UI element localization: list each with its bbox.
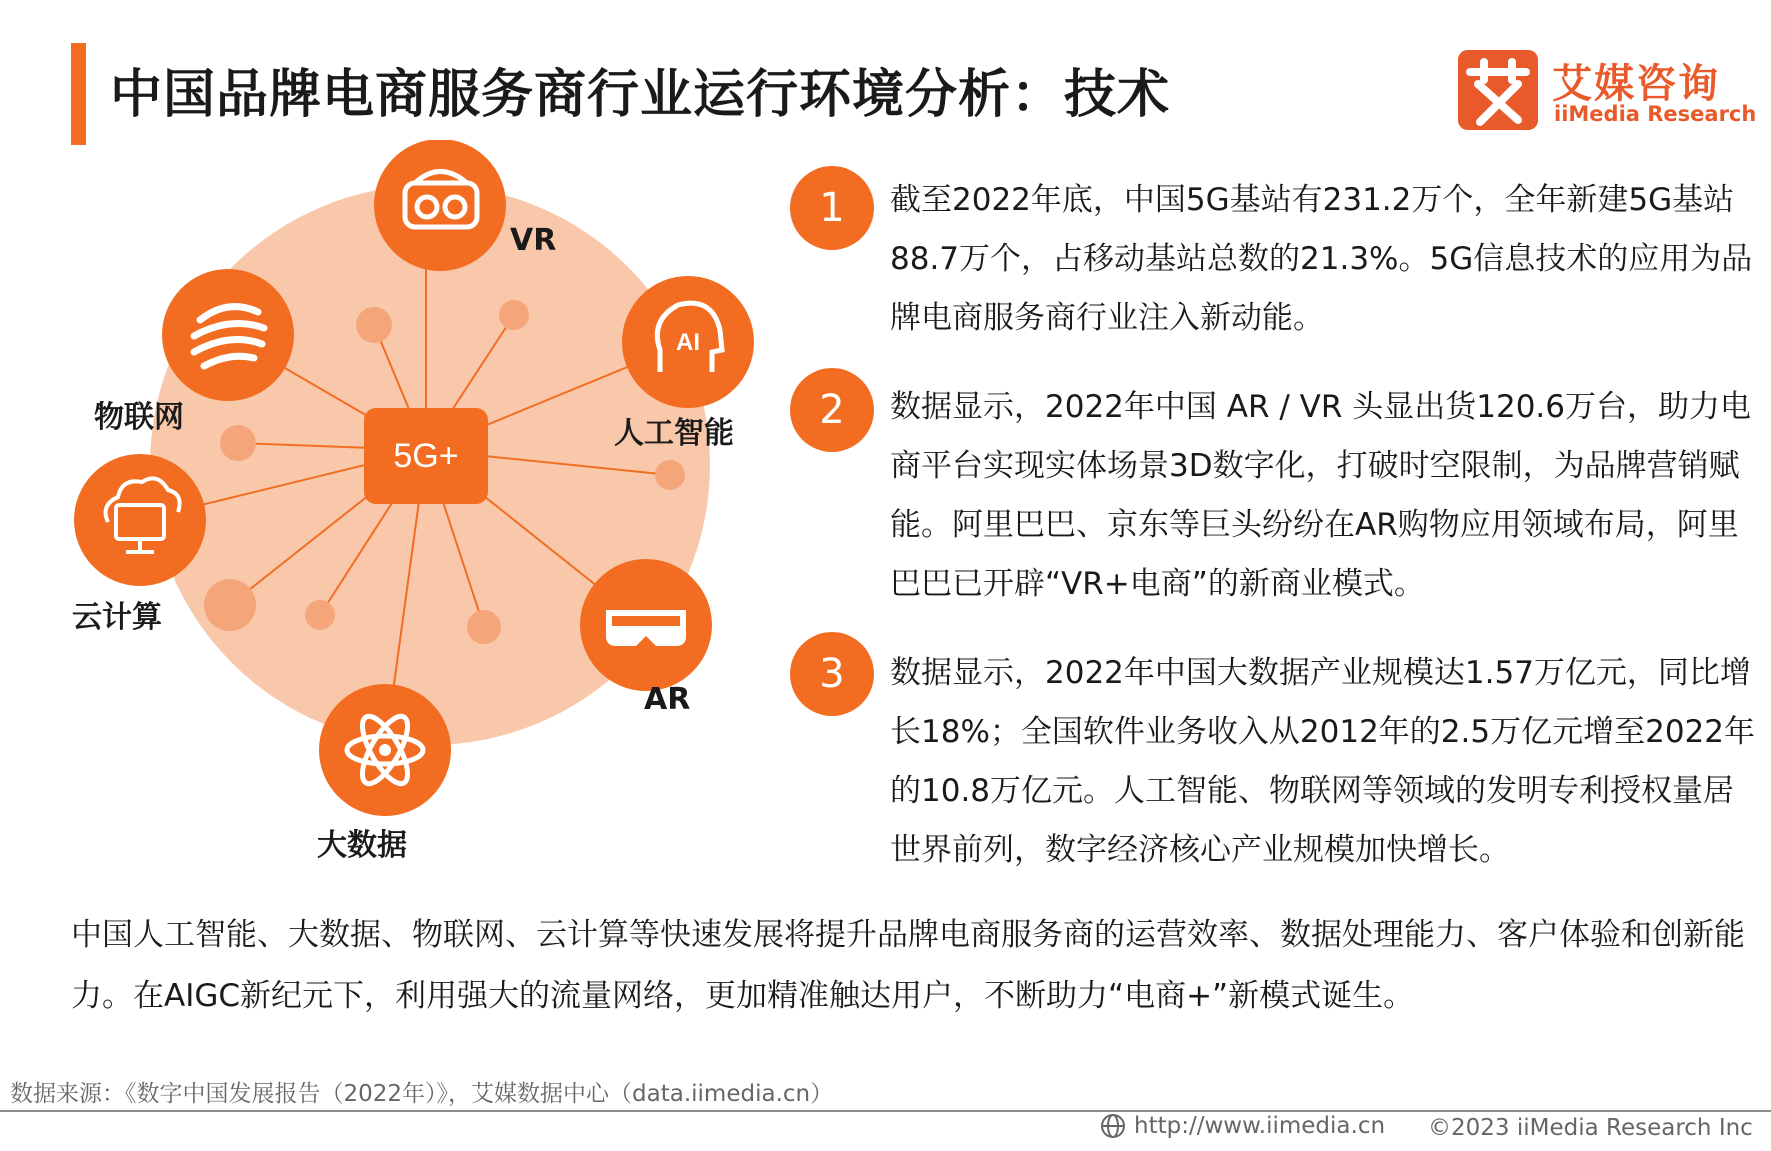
point-number-1: 1 <box>790 166 874 250</box>
connector-dot <box>356 307 392 343</box>
title-accent-bar <box>71 43 86 145</box>
footer-divider <box>0 1110 1771 1112</box>
node-label-vr: VR <box>510 223 557 258</box>
point-text-1: 截至2022年底，中国5G基站有231.2万个，全年新建5G基站88.7万个，占移动基站总数的21.3%。5G信息技术的应用为品牌电商服务商行业注入新动能。 <box>890 182 1753 336</box>
connector-dot <box>655 460 685 490</box>
node-label-cloud: 云计算 <box>72 600 162 635</box>
node-label-bigdata: 大数据 <box>317 828 407 863</box>
connector-dot <box>499 300 529 330</box>
point-text-3: 数据显示，2022年中国大数据产业规模达1.57万亿元，同比增长18%；全国软件业务收入从2012年的2.5万亿元增至2022年的10.8万亿元。人工智能、物联网等领域的发明专利授权量居世界前列，数字经济核心产业规模加快增长。 <box>890 655 1755 868</box>
connector-dot <box>467 610 501 644</box>
globe-icon <box>1100 1113 1126 1139</box>
svg-text:AI: AI <box>676 329 700 356</box>
data-source: 数据来源：《数字中国发展报告（2022年）》，艾媒数据中心（data.iimedia.cn） <box>10 1081 834 1107</box>
hub-label: 5G+ <box>393 436 459 475</box>
point-text-2: 数据显示，2022年中国 AR / VR 头显出货120.6万台，助力电商平台实现实体场景3D数字化，打破时空限制，为品牌营销赋能。阿里巴巴、京东等巨头纷纷在AR购物应用领域布局，阿里巴巴已开辟“VR+电商”的新商业模式。 <box>890 389 1751 602</box>
connector-dot <box>305 600 335 630</box>
node-label-ai: 人工智能 <box>614 416 734 451</box>
logo-mark-icon <box>1458 50 1538 130</box>
copyright: ©2023 iiMedia Research Inc <box>1428 1115 1753 1141</box>
point-number-2: 2 <box>790 368 874 452</box>
connector-dot <box>220 425 256 461</box>
ai-node <box>622 276 754 408</box>
connector-dot <box>204 579 256 631</box>
node-label-iot: 物联网 <box>94 400 184 435</box>
iot-node <box>162 269 294 401</box>
summary-paragraph: 中国人工智能、大数据、物联网、云计算等快速发展将提升品牌电商服务商的运营效率、数据处理能力、客户体验和创新能力。在AIGC新纪元下，利用强大的流量网络，更加精准触达用户，不断助力“电商+”新模式诞生。 <box>71 917 1745 1014</box>
point-number-3: 3 <box>790 632 874 716</box>
logo-chinese-name: 艾媒咨询 <box>1552 61 1720 107</box>
node-label-ar: AR <box>644 682 691 717</box>
cloud-node <box>74 454 206 586</box>
vr-node <box>374 140 506 271</box>
page-title: 中国品牌电商服务商行业运行环境分析：技术 <box>110 65 1171 125</box>
logo-english-name: iiMedia Research <box>1554 102 1757 126</box>
bigdata-node <box>319 684 451 816</box>
brand-logo <box>1458 50 1757 134</box>
footer-url[interactable] <box>1100 1113 1385 1139</box>
tech-network-diagram <box>0 140 780 880</box>
footer-url-text[interactable]: http://www.iimedia.cn <box>1134 1113 1386 1139</box>
ar-node <box>580 559 712 691</box>
